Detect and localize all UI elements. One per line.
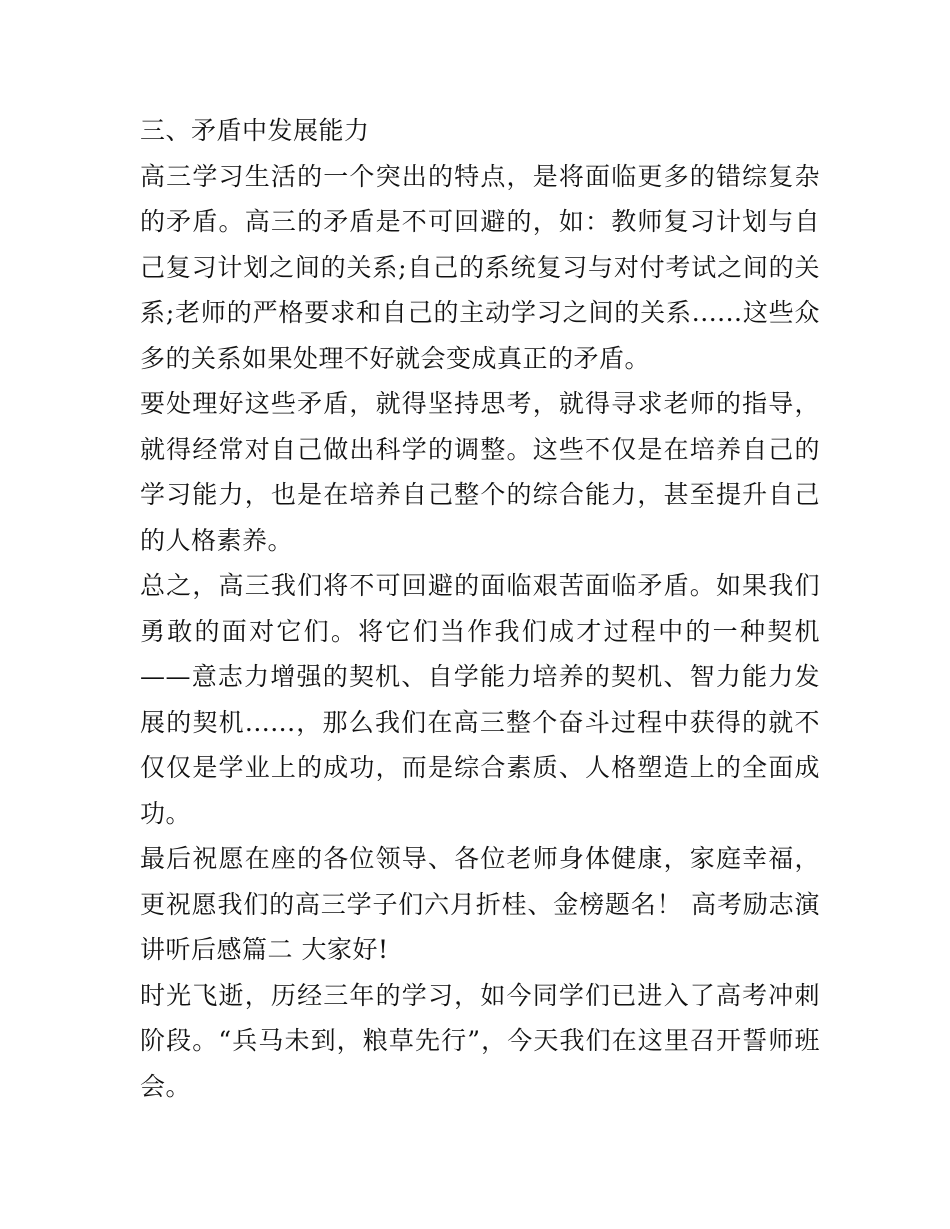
- paragraph-5: 时光飞逝，历经三年的学习，如今同学们已进入了高考冲刺阶段。“兵马未到，粮草先行”，今天我们在这里召开誓师班会。: [140, 980, 820, 1101]
- paragraph-4: 最后祝愿在座的各位领导、各位老师身体健康，家庭幸福，更祝愿我们的高三学子们六月折桂、金榜题名！ 高考励志演讲听后感篇二 大家好!: [140, 844, 820, 964]
- document-body: [140, 108, 820, 1109]
- paragraph-1: 高三学习生活的一个突出的特点，是将面临更多的错综复杂的矛盾。高三的矛盾是不可回避的，如：教师复习计划与自己复习计划之间的关系;自己的系统复习与对付考试之间的关系;老师的严格要求和自己的主动学习之间的关系......这些众多的关系如果处理不好就会变成真正的矛盾。: [140, 161, 820, 373]
- section-heading: 三、矛盾中发展能力: [140, 116, 370, 145]
- paragraph-3: 总之，高三我们将不可回避的面临艰苦面临矛盾。如果我们勇敢的面对它们。将它们当作我们成才过程中的一种契机——意志力增强的契机、自学能力培养的契机、智力能力发展的契机......，那么我们在高三整个奋斗过程中获得的就不仅仅是学业上的成功，而是综合素质、人格塑造上的全面成功。: [140, 571, 820, 828]
- paragraph-2: 要处理好这些矛盾，就得坚持思考，就得寻求老师的指导，就得经常对自己做出科学的调整。这些不仅是在培养自己的学习能力，也是在培养自己整个的综合能力，甚至提升自己的人格素养。: [140, 389, 820, 555]
